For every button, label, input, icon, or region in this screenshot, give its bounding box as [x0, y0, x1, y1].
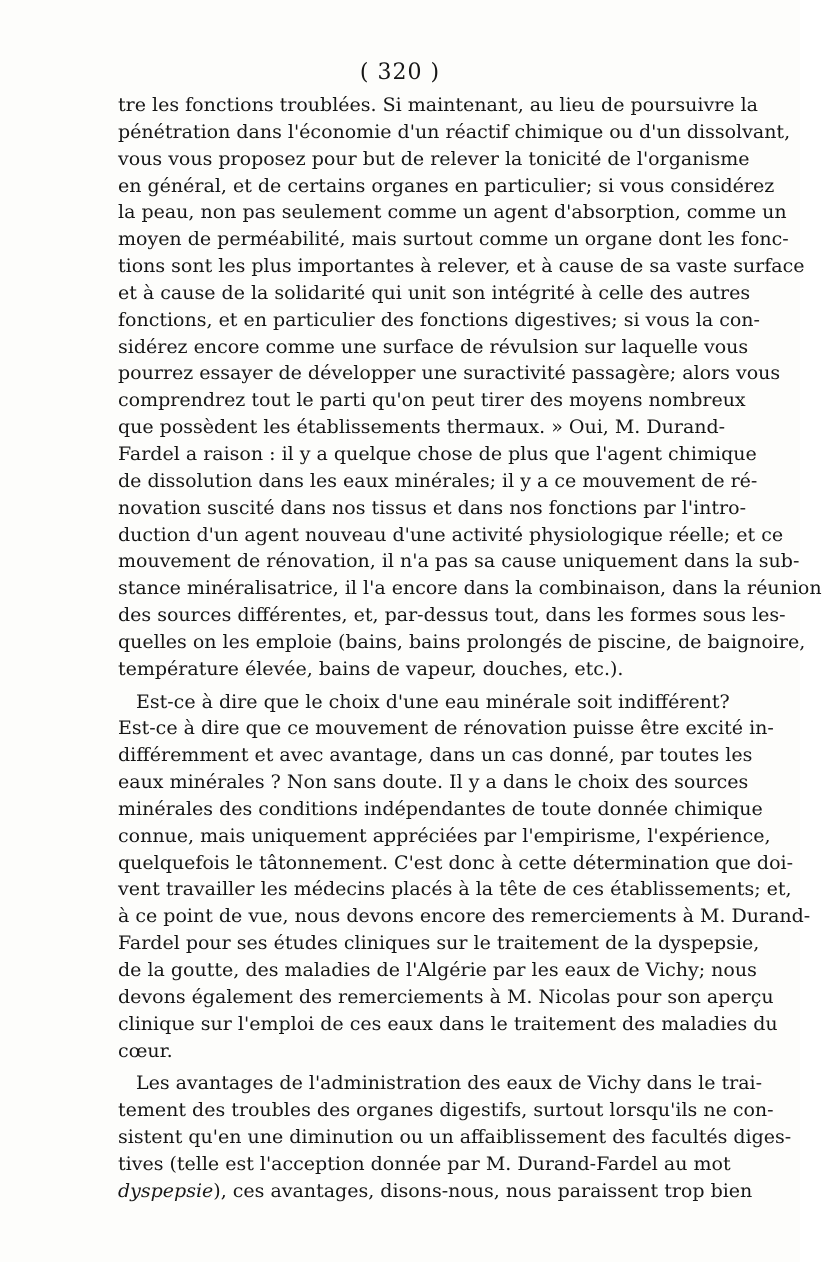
italic-term: dyspepsie: [118, 1179, 214, 1202]
text-line: que possèdent les établissements thermaux. » Oui, M. Durand-: [118, 416, 726, 439]
text-line: vent travailler les médecins placés à la tête de ces établissements; et,: [118, 878, 792, 901]
text-line: stance minéralisatrice, il l'a encore dans la combinaison, dans la réunion: [118, 577, 822, 600]
text-line: quelles on les emploie (bains, bains prolongés de piscine, de baignoire,: [118, 630, 806, 653]
body-text: [118, 92, 822, 1205]
text-line: pénétration dans l'économie d'un réactif chimique ou d'un dissolvant,: [118, 120, 791, 143]
text-line: Est-ce à dire que ce mouvement de rénovation puisse être excité in-: [118, 717, 774, 740]
text-line: sidérez encore comme une surface de révulsion sur laquelle vous: [118, 335, 749, 358]
paragraph-3: [118, 1070, 792, 1204]
text-line: la peau, non pas seulement comme un agent d'absorption, comme un: [118, 201, 787, 224]
text-line: Fardel a raison : il y a quelque chose de plus que l'agent chimique: [118, 442, 757, 465]
text-line: fonctions, et en particulier des fonctions digestives; si vous la con-: [118, 308, 760, 331]
text-line: clinique sur l'emploi de ces eaux dans le traitement des maladies du: [118, 1012, 778, 1035]
text-line: devons également des remerciements à M. Nicolas pour son aperçu: [118, 985, 774, 1008]
text-line: vous vous proposez pour but de relever la tonicité de l'organisme: [118, 147, 750, 170]
text-line: des sources différentes, et, par-dessus tout, dans les formes sous les-: [118, 604, 786, 627]
text-line: différemment et avec avantage, dans un cas donné, par toutes les: [118, 744, 753, 767]
text-line: à ce point de vue, nous devons encore des remerciements à M. Durand-: [118, 905, 811, 928]
text-line: Fardel pour ses études cliniques sur le traitement de la dyspepsie,: [118, 932, 760, 955]
text-line: en général, et de certains organes en particulier; si vous considérez: [118, 174, 775, 197]
page-number: ( 320 ): [359, 60, 441, 85]
text-line: tives (telle est l'acception donnée par M. Durand-Fardel au mot: [118, 1152, 731, 1175]
text-line: température élevée, bains de vapeur, douches, etc.).: [118, 657, 624, 680]
paragraph-2: [118, 689, 811, 1065]
text-line: tions sont les plus importantes à relever, et à cause de sa vaste surface: [118, 255, 805, 278]
text-line: Les avantages de l'administration des eaux de Vichy dans le trai-: [136, 1072, 763, 1095]
text-line: quelquefois le tâtonnement. C'est donc à cette détermination que doi-: [118, 851, 794, 874]
text-line: cœur.: [118, 1039, 173, 1062]
text-line: connue, mais uniquement appréciées par l'empirisme, l'expérience,: [118, 824, 771, 847]
text-line: Est-ce à dire que le choix d'une eau minérale soit indifférent?: [136, 690, 730, 713]
text-line: pourrez essayer de développer une suractivité passagère; alors vous: [118, 362, 781, 385]
text-line: de la goutte, des maladies de l'Algérie par les eaux de Vichy; nous: [118, 959, 757, 981]
text-line: moyen de perméabilité, mais surtout comme un organe dont les fonc-: [118, 228, 789, 251]
text-line: et à cause de la solidarité qui unit son intégrité à celle des autres: [118, 281, 751, 304]
text-line: novation suscité dans nos tissus et dans nos fonctions par l'intro-: [118, 496, 746, 519]
text-line-final: [118, 1178, 753, 1205]
text-line: sistent qu'en une diminution ou un affaiblissement des facultés diges-: [118, 1126, 792, 1149]
text-line: duction d'un agent nouveau d'une activité physiologique réelle; et ce: [118, 523, 784, 546]
text-line: comprendrez tout le parti qu'on peut tirer des moyens nombreux: [118, 389, 746, 412]
text-line: tement des troubles des organes digestifs, surtout lorsqu'ils ne con-: [118, 1099, 774, 1122]
text-line: minérales des conditions indépendantes de toute donnée chimique: [118, 797, 763, 820]
text-line: eaux minérales ? Non sans doute. Il y a dans le choix des sources: [118, 771, 749, 794]
text-line: mouvement de rénovation, il n'a pas sa cause uniquement dans la sub-: [118, 550, 800, 573]
text-line: tre les fonctions troublées. Si maintenant, au lieu de poursuivre la: [118, 94, 758, 116]
paragraph-1: [118, 92, 822, 683]
text-line: de dissolution dans les eaux minérales; il y a ce mouvement de ré-: [118, 469, 758, 492]
final-line-rest: ), ces avantages, disons-nous, nous paraissent trop bien: [213, 1179, 753, 1202]
